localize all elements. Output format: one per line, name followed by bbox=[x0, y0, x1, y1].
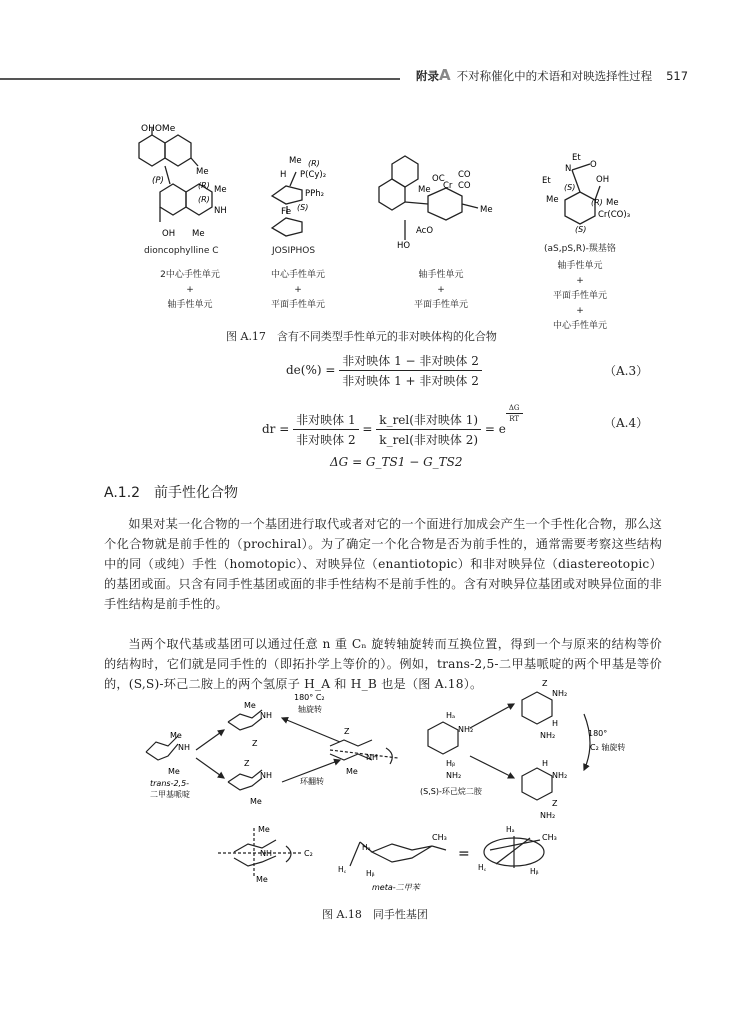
c3-me2: Me bbox=[480, 205, 493, 215]
c2-s: (S) bbox=[297, 203, 309, 212]
a18-rot2: 180° bbox=[588, 729, 608, 738]
c2-pph: PPh₂ bbox=[305, 189, 325, 199]
c2-r: (R) bbox=[308, 159, 320, 168]
eq-a4-fraction1 bbox=[293, 411, 358, 448]
a18-nh-1: NH bbox=[178, 743, 190, 752]
c1-p: (P) bbox=[152, 176, 164, 186]
eq-a4-fraction2 bbox=[376, 411, 481, 448]
eq-a4-rhs: = e bbox=[484, 422, 506, 436]
section-heading bbox=[104, 482, 252, 502]
figure-a18-caption: 图 A.18 同手性基团 bbox=[322, 908, 428, 921]
c4-units-plus2: + bbox=[576, 306, 584, 316]
compound1-units bbox=[148, 268, 232, 313]
section-title: 前手性化合物 bbox=[154, 485, 239, 501]
compound2-units bbox=[262, 268, 334, 313]
compound1-name: dioncophylline C bbox=[144, 246, 219, 256]
c2-units-l1: 中心手性单元 bbox=[270, 270, 325, 280]
c3-ring-b bbox=[379, 179, 405, 210]
c2-cp-top bbox=[272, 186, 302, 204]
c4-units-plus: + bbox=[576, 276, 584, 286]
a18-me-6: Me bbox=[258, 825, 270, 834]
c4-s1: (S) bbox=[564, 183, 576, 192]
compound4-units bbox=[540, 259, 620, 334]
a18-z-4: Z bbox=[542, 679, 548, 688]
a18-me-1: Me bbox=[170, 731, 182, 740]
eq-a3-fraction bbox=[339, 352, 482, 389]
a18-hb-1: Hᵦ bbox=[446, 759, 456, 768]
eq-a4-num2: k_rel(非对映体 1) bbox=[376, 411, 481, 430]
a18-ha-2: Hₐ bbox=[362, 843, 371, 852]
c4-o: O bbox=[590, 160, 597, 170]
c2-cp-bottom bbox=[272, 218, 302, 236]
page-number: 517 bbox=[666, 69, 689, 83]
a18-diamine-bottom bbox=[522, 768, 552, 800]
eq-a4-den1: 非对映体 2 bbox=[296, 433, 356, 447]
paragraph-2: 当两个取代基或基团可以通过任意 n 重 Cₙ 旋转轴旋转而互换位置，得到一个与原来的结构等价的结构时，它们就是同手性的（即拓扑学上等价的）。例如，trans-2,5-二甲基哌啶的两个甲基是等价的，(S,S)-环己二胺上的两个氢原子 H_A 和 H_B 也是（图 A.18）。 bbox=[104, 637, 662, 691]
c2-fe: Fe bbox=[281, 207, 292, 217]
c3-cr: Cr bbox=[443, 181, 453, 191]
a18-ss-name: (S,S)-环己烷二胺 bbox=[420, 787, 482, 796]
a18-me-3: Me bbox=[244, 701, 256, 710]
c4-et1: Et bbox=[572, 153, 581, 163]
a18-nh-4: NH bbox=[366, 753, 378, 762]
c4-s2: (S) bbox=[575, 225, 587, 234]
figure-a17-caption: 图 A.17 含有不同类型手性单元的非对映体构的化合物 bbox=[226, 330, 497, 343]
c1-nh: NH bbox=[214, 206, 227, 216]
c1-ring-top-left bbox=[139, 135, 165, 166]
eq-a4-exponent bbox=[506, 404, 523, 423]
eq-a4-num1: 非对映体 1 bbox=[293, 411, 358, 430]
a18-flip: 环翻转 bbox=[300, 777, 324, 786]
compound2-name: JOSIPHOS bbox=[272, 246, 316, 256]
a18-z-1: Z bbox=[252, 739, 258, 748]
c4-units-l3: 中心手性单元 bbox=[552, 321, 607, 331]
a18-diamine-ring bbox=[428, 722, 458, 754]
c2-units-plus: + bbox=[294, 285, 302, 295]
a18-c2: C₂ bbox=[304, 849, 313, 858]
c3-me1: Me bbox=[418, 185, 431, 195]
paragraph-1: 如果对某一化合物的一个基团进行取代或者对它的一个面进行加成会产生一个手性化合物，那么这个化合物就是前手性的（prochiral）。为了确定一个化合物是否为前手性的，通常需要考察这些结构中的同（或纯）手性（homotopic）、对映异位（enantiotopic）和非对映异位（diastereotopic）的基团或面。只含有同手性基团或面的非手性结构不是前手性的。含有对映异位基团或对映异位面的非手性结构是前手性的。 bbox=[104, 517, 662, 611]
eq-a4-eq: = bbox=[362, 422, 373, 436]
c2-units-l2: 平面手性单元 bbox=[270, 300, 325, 310]
c4-units-l2: 平面手性单元 bbox=[552, 291, 607, 301]
compound4-name: (aS,pS,R)-羰基铬 bbox=[544, 244, 616, 254]
c3-oc: OC bbox=[432, 174, 445, 184]
a18-trans-name1: trans-2,5- bbox=[150, 779, 190, 788]
c3-aco: AcO bbox=[416, 226, 434, 236]
a18-me-7: Me bbox=[256, 875, 268, 884]
eq-a3-numerator: 非对映体 1 − 非对映体 2 bbox=[339, 352, 482, 371]
c1-units-l1: 2中心手性单元 bbox=[160, 270, 220, 280]
c4-et2: Et bbox=[542, 176, 551, 186]
a18-rot1: 180° C₂ bbox=[294, 693, 325, 702]
c1-ohome: OHOMe bbox=[141, 124, 176, 134]
a18-chair-top bbox=[228, 710, 262, 722]
equation-a3 bbox=[286, 352, 482, 389]
a18-nh-5: NH bbox=[260, 849, 272, 858]
a18-me-2: Me bbox=[168, 767, 180, 776]
c1-ring-top-right bbox=[165, 135, 191, 166]
a18-z-3: Z bbox=[344, 727, 350, 736]
a18-nh2-2: NH₂ bbox=[446, 771, 462, 780]
eq-a3-number: （A.3） bbox=[604, 364, 649, 378]
c3-units-plus: + bbox=[437, 285, 445, 295]
compound3-units bbox=[405, 268, 477, 313]
c1-ring-bottom-left bbox=[160, 184, 186, 215]
a18-nh2-6: NH₂ bbox=[540, 811, 556, 820]
c3-co1: CO bbox=[458, 170, 471, 180]
a18-nh-2: NH bbox=[260, 711, 272, 720]
c1-me1: Me bbox=[196, 167, 209, 177]
a18-ch3-2: CH₃ bbox=[542, 833, 557, 842]
c1-units-plus: + bbox=[186, 285, 194, 295]
c1-me3: Me bbox=[192, 229, 205, 239]
figure-a18-structures bbox=[0, 670, 730, 910]
eq-a4-den2: k_rel(非对映体 2) bbox=[379, 433, 479, 447]
a18-equals: = bbox=[458, 846, 470, 862]
c1-units-l2: 轴手性单元 bbox=[167, 300, 213, 310]
c4-me2: Me bbox=[606, 198, 619, 208]
a18-ha-3: Hₐ bbox=[506, 825, 515, 834]
a18-hc-2: H꜀ bbox=[478, 863, 487, 872]
c2-h: H bbox=[280, 170, 287, 180]
c4-r: (R) bbox=[591, 198, 603, 207]
c3-units-l2: 平面手性单元 bbox=[413, 300, 468, 310]
a18-nh-3: NH bbox=[260, 771, 272, 780]
c2-pcy: P(Cy)₂ bbox=[300, 170, 327, 180]
c1-me2: Me bbox=[214, 185, 227, 195]
c3-units-l1: 轴手性单元 bbox=[418, 270, 464, 280]
eq-a4-lhs: dr = bbox=[262, 422, 290, 436]
eq-a3-denominator: 非对映体 1 + 非对映体 2 bbox=[342, 374, 479, 388]
equation-a4 bbox=[262, 404, 523, 448]
eq-a3-lhs: de(%) = bbox=[286, 363, 336, 377]
a18-hb-2: Hᵦ bbox=[366, 869, 375, 878]
equation-delta-g: ΔG = G_TS1 − G_TS2 bbox=[330, 455, 463, 469]
eq-a4-exp-num: ΔG bbox=[506, 404, 523, 414]
c2-me: Me bbox=[289, 156, 302, 166]
section-number: A.1.2 bbox=[104, 485, 141, 501]
a18-nh2-5: NH₂ bbox=[552, 771, 568, 780]
a18-meta-xylene bbox=[372, 844, 432, 862]
a18-rot2b: C₂ 轴旋转 bbox=[590, 743, 626, 752]
a18-hb-3: Hᵦ bbox=[530, 867, 539, 876]
a18-nh2-1: NH₂ bbox=[458, 725, 474, 734]
a18-rot1b: 轴旋转 bbox=[298, 705, 322, 714]
a18-trans-name2: 二甲基哌啶 bbox=[150, 790, 190, 799]
a18-diamine-top bbox=[522, 692, 552, 724]
c3-co2: CO bbox=[458, 181, 471, 191]
eq-a4-exp-den: RT bbox=[509, 415, 520, 423]
a18-z-5: Z bbox=[552, 799, 558, 808]
a18-z-2: Z bbox=[244, 759, 250, 768]
a18-nh2-3: NH₂ bbox=[552, 689, 568, 698]
figure-a17-structures bbox=[0, 0, 730, 330]
a18-h-2: H bbox=[542, 759, 549, 768]
a18-nh2-4: NH₂ bbox=[540, 731, 556, 740]
c4-oh: OH bbox=[596, 175, 610, 185]
c1-r2: (R) bbox=[198, 195, 210, 204]
c4-units-l1: 轴手性单元 bbox=[557, 261, 603, 271]
a18-me-5: Me bbox=[346, 767, 358, 776]
c4-ring bbox=[565, 192, 595, 224]
c4-me1: Me bbox=[546, 195, 559, 205]
a18-chair-bottom bbox=[228, 770, 262, 782]
chapter-title: 不对称催化中的术语和对映选择性过程 bbox=[456, 69, 653, 83]
c4-n: N bbox=[565, 164, 572, 174]
appendix-tag: 附录 bbox=[416, 69, 439, 83]
a18-h-1: H bbox=[552, 719, 559, 728]
c1-r1: (R) bbox=[198, 181, 210, 190]
c3-ring-a bbox=[392, 156, 418, 187]
a18-hc-1: H꜀ bbox=[338, 865, 347, 874]
eq-a4-number: （A.4） bbox=[604, 416, 649, 430]
a18-ch3-1: CH₃ bbox=[432, 833, 447, 842]
a18-me-4: Me bbox=[250, 797, 262, 806]
appendix-letter: A bbox=[439, 66, 451, 84]
c3-ho: HO bbox=[397, 241, 411, 251]
a18-meta-name: meta-二甲苯 bbox=[372, 883, 420, 892]
a18-ha-1: Hₐ bbox=[446, 711, 456, 720]
c4-cr: Cr(CO)₃ bbox=[598, 210, 631, 220]
c1-oh: OH bbox=[162, 229, 176, 239]
c3-ring-c bbox=[428, 188, 462, 220]
